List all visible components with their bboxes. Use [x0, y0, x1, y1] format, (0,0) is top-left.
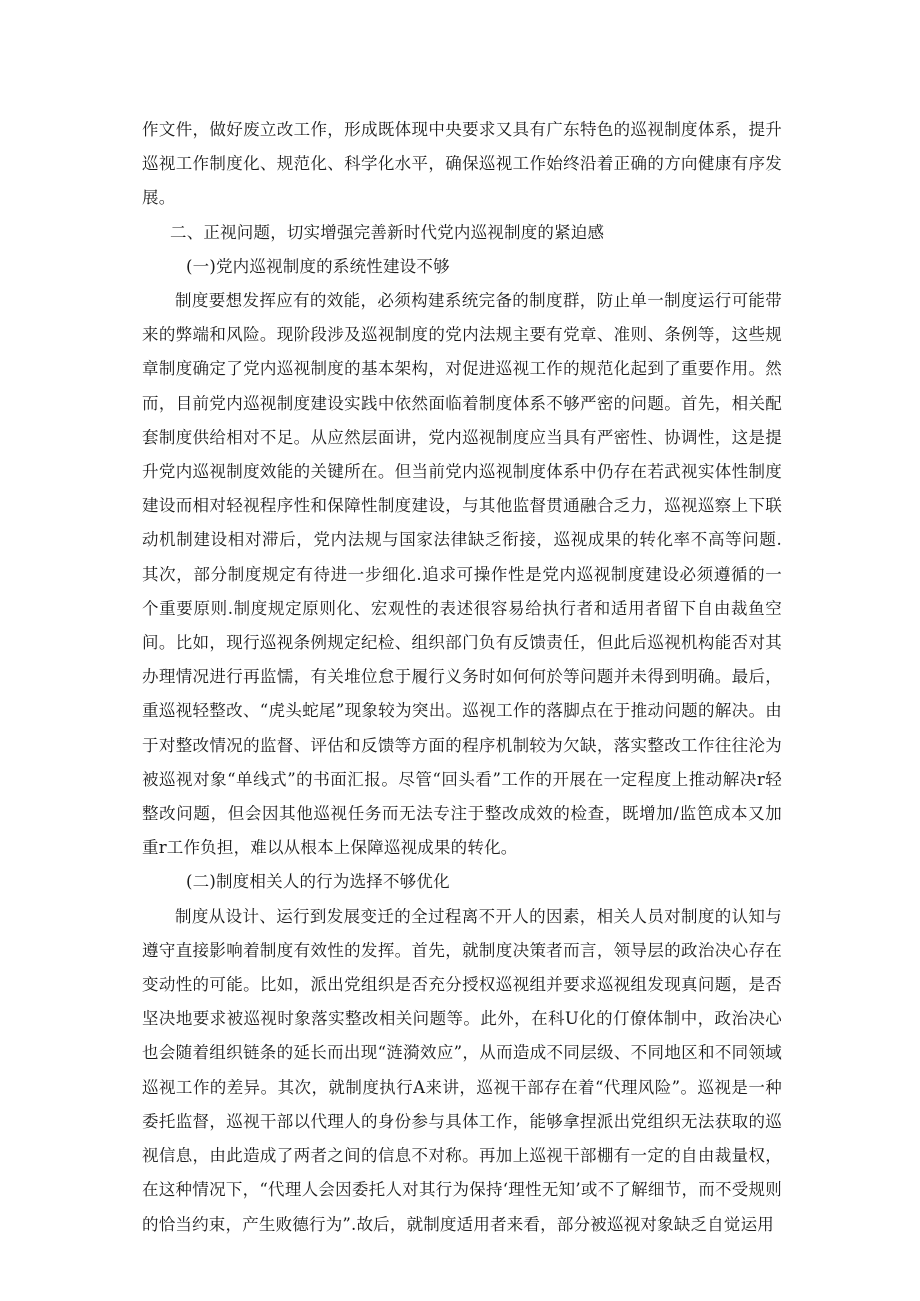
section-heading-2: 二、正视问题，切实增强完善新时代党内巡视制度的紧迫感	[170, 222, 605, 242]
paragraph-behavior-choice: 制度从设计、运行到发展变迁的全过程离不开人的因素，相关人员对制度的认知与遵守直接影响着制度有效性的发挥。首先，就制度决策者而言，领导层的政治决心存在变动性的可能。比如，派出党组织是否充分授权巡视组并要求巡视组发现真问题，是否坚决地要求被巡视时象落实整改相关问题等。此外，在科U化的仃僚体制中，政治决心也会随着组织链条的延长而出现“涟漪效应”，从而造成不同层级、不同地区和不同领域巡视工作的差异。其次，就制度执行A来讲，巡视干部存在着“代理风险”。巡视是一种委托监督，巡视干部以代理人的身份参与具体工作，能够拿捏派出党组织无法获取的巡视信息，由此造成了两者之间的信息不对称。再加上巡视干部棚有一定的自由裁量权，在这种情况下，“代理人会因委托人对其行为保持‘理性无知’或不了解细节，而不受规则的恰当约束，产生败德行为”.故后，就制度适用者来看，部分被巡视对象缺乏自觉运用	[142, 906, 782, 1234]
paragraph-continuation: 作文件，做好废立改工作，形成既体现中央要求又具有广东特色的巡视制度体系，提升巡视工作制度化、规范化、科学化水平，确保巡视工作始终沿着正确的方向健康有序发展。	[142, 120, 782, 208]
subsection-heading-1: (一)党内巡视制度的系统性建设不够	[186, 256, 450, 276]
subsection-heading-2: (二)制度相关人的行为选择不够优化	[186, 872, 450, 892]
paragraph-system-building: 制度要想发挥应有的效能，必须构建系统完备的制度群，防止单一制度运行可能带来的弊端和风险。现阶段涉及巡视制度的党内法规主要有党章、准则、条例等，这些规章制度确定了党内巡视制度的基本架构，对促进巡视工作的规范化起到了重要作用。然而，目前党内巡视制度建设实践中依然面临着制度体系不够严密的问题。首先，相关配套制度供给相对不足。从应然层面讲，党内巡视制度应当具有严密性、协调性，这是提升党内巡视制度效能的关键所在。但当前党内巡视制度体系中仍存在若武视实体性制度建设而相对轻视程序性和保障性制度建设，与其他监督贯通融合乏力，巡视巡察上下联动机制建设相对滞后，党内法规与国家法律缺乏衔接，巡视成果的转化率不高等问题.其次，部分制度规定有待进一步细化.追求可操作性是党内巡视制度建设必须遵循的一个重要原则.制度规定原则化、宏观性的表述很容易给执行者和适用者留下自由裁鱼空间。比如，现行巡视条例规定纪检、组织部门负有反馈责任，但此后巡视机构能否对其办理情况进行再监懦，有关堆位怠于履行义务时如何何於等问题并未得到明确。最后，重巡视轻整改、“虎头蛇尾”现象较为突出。巡视工作的落脚点在于推动问题的解决。由于对整改情况的监督、评估和反馈等方面的程序机制较为欠缺，落实整改工作往往沦为被巡视对象“单线式”的书面汇报。尽管“回头看”工作的开展在一定程度上推动解决r轻整改问题，但会因其他巡视任务而无法专注于整改成效的检查，既增加/监笆成本又加重r工作负担，难以从根本上保障巡视成果的转化。	[142, 291, 782, 858]
document-page	[142, 113, 782, 1242]
